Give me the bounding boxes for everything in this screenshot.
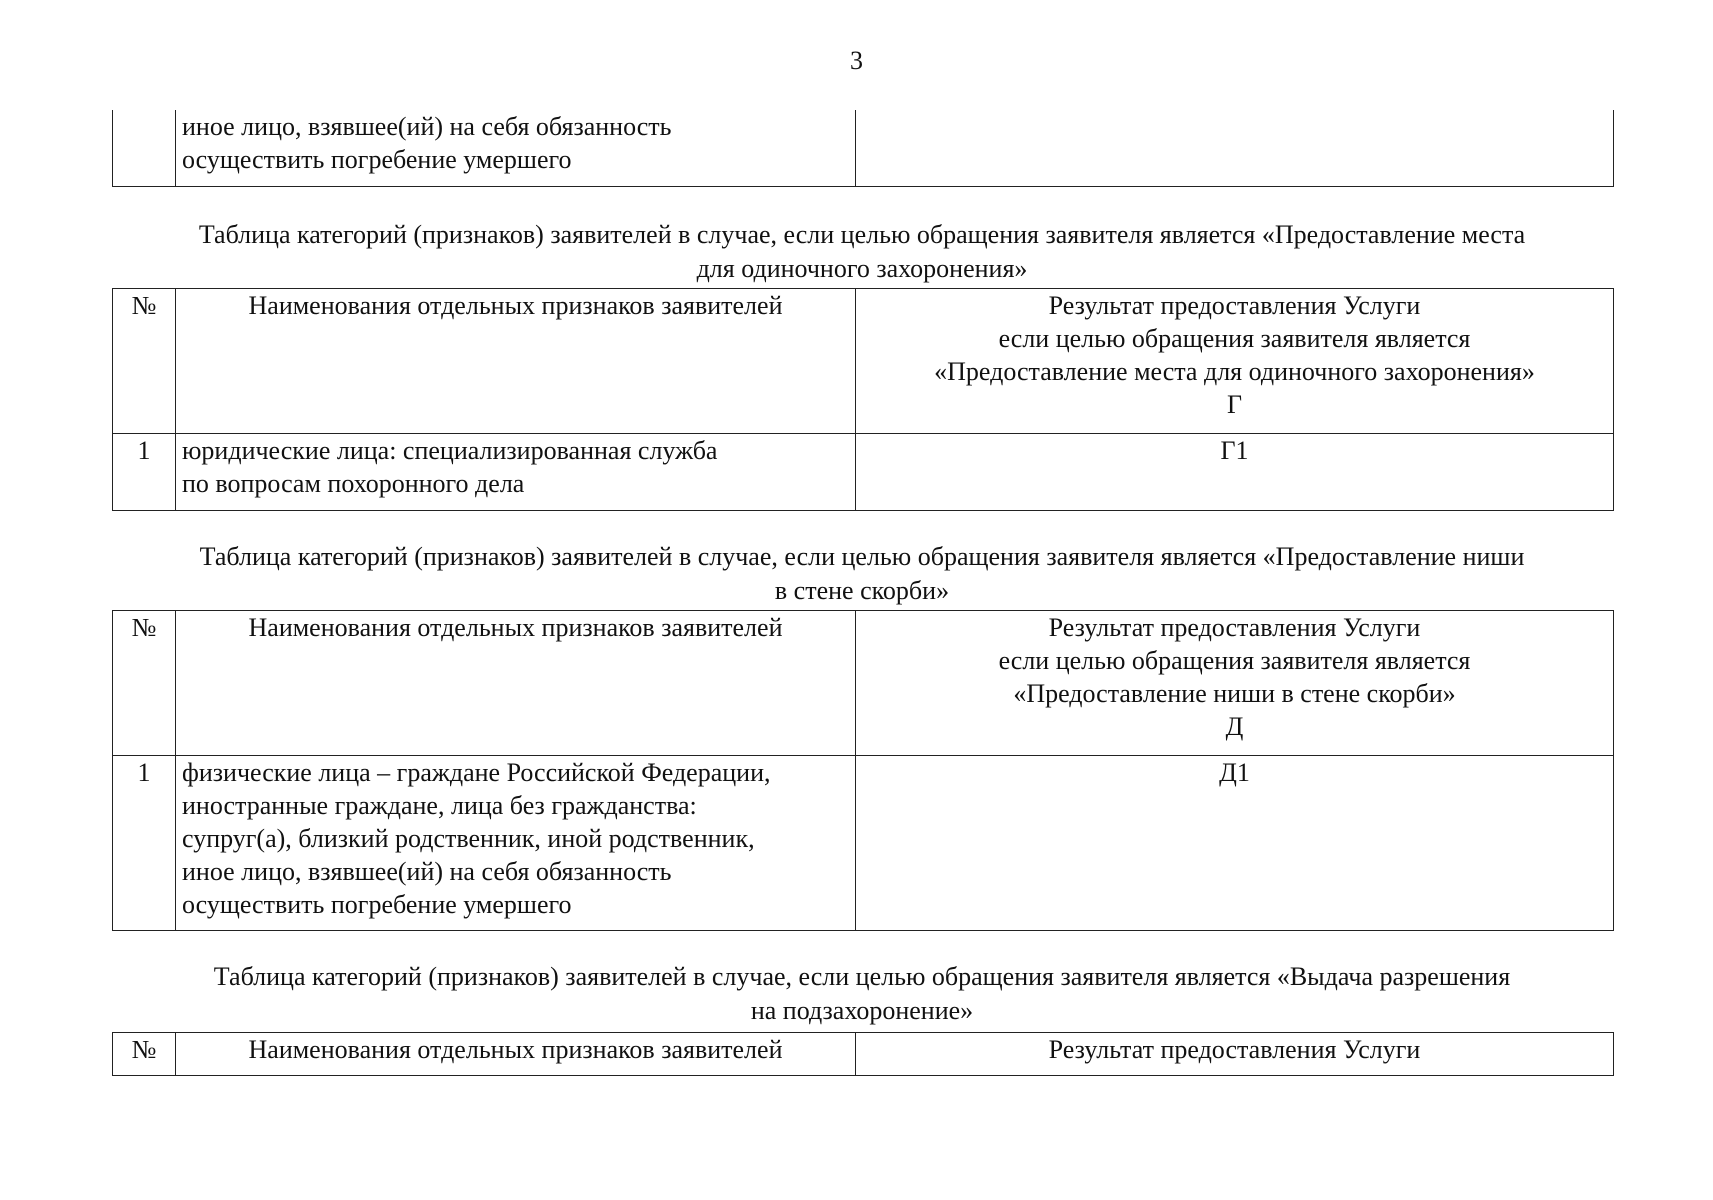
row-number-cell bbox=[113, 110, 176, 187]
table-row bbox=[113, 756, 1614, 931]
description-line: осуществить погребение умершего bbox=[182, 890, 572, 919]
description-line: осуществить погребение умершего bbox=[182, 145, 572, 174]
description-line: иностранные граждане, лица без гражданства: bbox=[182, 791, 697, 820]
header-result-cell bbox=[856, 611, 1614, 756]
table-caption bbox=[112, 540, 1612, 608]
description-line: по вопросам похоронного дела bbox=[182, 469, 525, 498]
description-line: иное лицо, взявшее(ий) на себя обязанность bbox=[182, 112, 672, 141]
table-header-row bbox=[113, 1033, 1614, 1076]
header-result-line: Результат предоставления Услуги bbox=[1048, 1035, 1421, 1064]
caption-line: для одиночного захоронения» bbox=[696, 254, 1028, 283]
row-description-cell bbox=[176, 434, 856, 511]
row-result-cell bbox=[856, 110, 1614, 187]
caption-line: Таблица категорий (признаков) заявителей в случае, если целью обращения заявителя является «Предоставление места bbox=[198, 220, 1526, 249]
header-result-line: Д bbox=[1225, 712, 1244, 741]
table-row bbox=[113, 434, 1614, 511]
caption-line: Таблица категорий (признаков) заявителей в случае, если целью обращения заявителя является «Выдача разрешения bbox=[213, 962, 1511, 991]
caption-line: на подзахоронение» bbox=[750, 996, 974, 1025]
header-num-cell: № bbox=[113, 611, 176, 756]
category-table-single-burial bbox=[112, 288, 1614, 511]
header-result-line: Результат предоставления Услуги bbox=[1048, 613, 1421, 642]
header-desc-cell: Наименования отдельных признаков заявителей bbox=[176, 611, 856, 756]
description-line: юридические лица: специализированная служба bbox=[182, 436, 718, 465]
caption-line: в стене скорби» bbox=[774, 576, 950, 605]
header-result-cell bbox=[856, 1033, 1614, 1076]
header-result-line: «Предоставление ниши в стене скорби» bbox=[1013, 679, 1456, 708]
row-result-cell: Г1 bbox=[856, 434, 1614, 511]
header-desc-cell: Наименования отдельных признаков заявителей bbox=[176, 289, 856, 434]
row-description-cell bbox=[176, 756, 856, 931]
header-result-cell bbox=[856, 289, 1614, 434]
header-result-line: если целью обращения заявителя является bbox=[998, 324, 1471, 353]
row-description-cell bbox=[176, 110, 856, 187]
category-table-reburial bbox=[112, 1032, 1614, 1076]
description-line: супруг(а), близкий родственник, иной родственник, bbox=[182, 824, 755, 853]
table-header-row bbox=[113, 611, 1614, 756]
page-number: 3 bbox=[850, 46, 863, 75]
category-table-niche bbox=[112, 610, 1614, 931]
header-num-cell: № bbox=[113, 1033, 176, 1076]
header-result-line: Г bbox=[1226, 390, 1243, 419]
header-num-cell: № bbox=[113, 289, 176, 434]
header-desc-cell: Наименования отдельных признаков заявителей bbox=[176, 1033, 856, 1076]
table-caption bbox=[112, 218, 1612, 286]
row-result-cell: Д1 bbox=[856, 756, 1614, 931]
table-row bbox=[113, 110, 1614, 187]
table-header-row bbox=[113, 289, 1614, 434]
row-number-cell: 1 bbox=[113, 434, 176, 511]
row-number-cell: 1 bbox=[113, 756, 176, 931]
header-result-line: если целью обращения заявителя является bbox=[998, 646, 1471, 675]
caption-line: Таблица категорий (признаков) заявителей в случае, если целью обращения заявителя является «Предоставление ниши bbox=[199, 542, 1525, 571]
description-line: иное лицо, взявшее(ий) на себя обязанность bbox=[182, 857, 672, 886]
header-result-line: Результат предоставления Услуги bbox=[1048, 291, 1421, 320]
table-caption bbox=[112, 960, 1612, 1028]
continuation-table bbox=[112, 110, 1614, 187]
header-result-line: «Предоставление места для одиночного захоронения» bbox=[934, 357, 1535, 386]
description-line: физические лица – граждане Российской Федерации, bbox=[182, 758, 771, 787]
